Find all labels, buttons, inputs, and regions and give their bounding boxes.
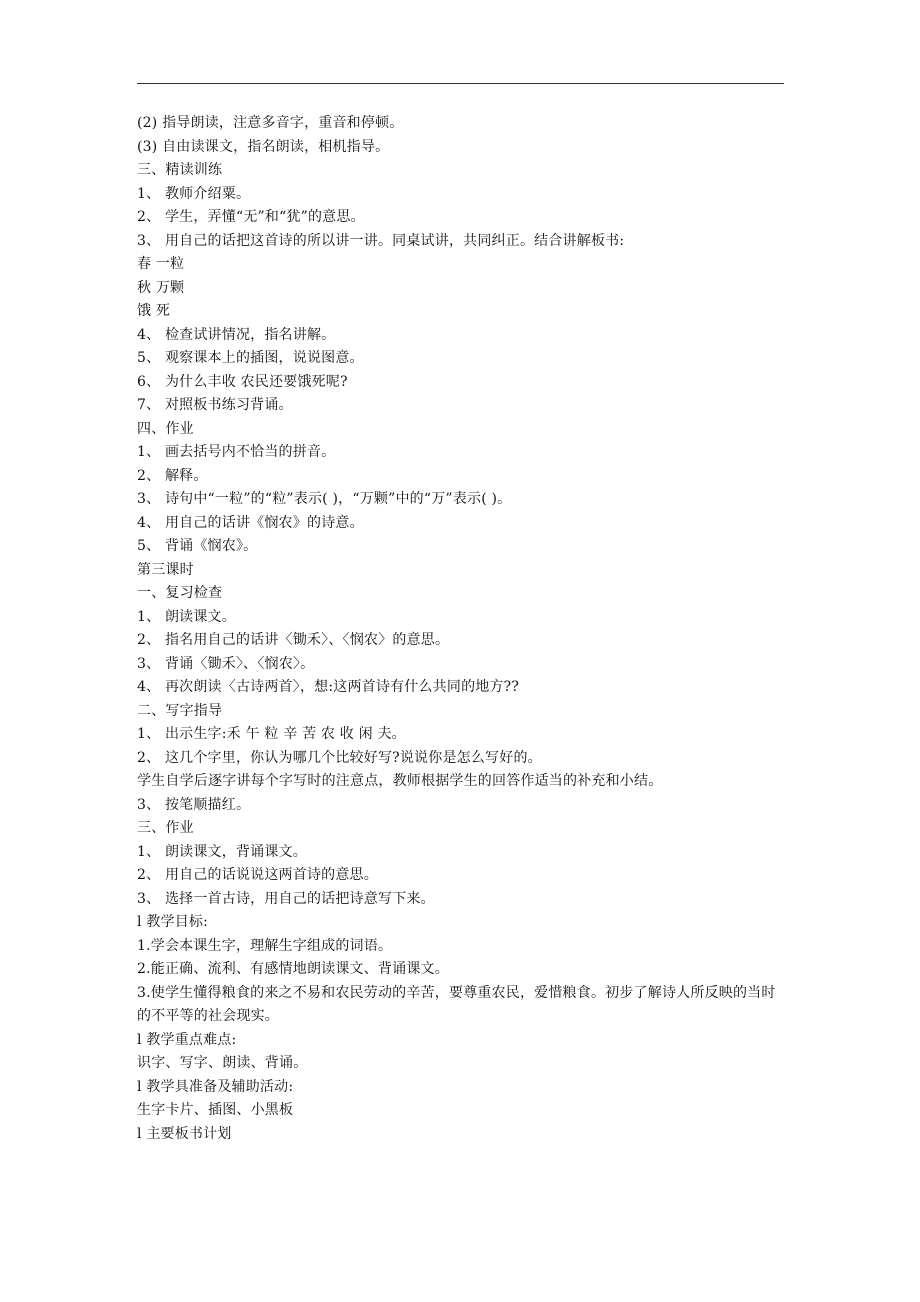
text-line: 2、 指名用自己的话讲〈锄禾〉、〈悯农〉的意思。 xyxy=(137,632,450,648)
text-line: 6、 为什么丰收 农民还要饿死呢? xyxy=(137,373,348,390)
text-line: 1、 画去括号内不恰当的拼音。 xyxy=(137,444,336,460)
bullet-heading: l 教学重点难点: xyxy=(137,1031,237,1048)
text-line: 3、 用自己的话把这首诗的所以讲一讲。同桌试讲，共同纠正。结合讲解板书: xyxy=(137,232,625,249)
text-line: 2、 用自己的话说说这两首诗的意思。 xyxy=(137,867,378,883)
text-line: 1、 朗读课文。 xyxy=(137,608,236,625)
text-line: 学生自学后逐字讲每个字写时的注意点，教师根据学生的回答作适当的补充和小结。 xyxy=(137,773,663,789)
text-line: 3、 按笔顺描红。 xyxy=(137,796,251,813)
text-line: 2、 解释。 xyxy=(137,467,208,484)
section-heading: 二、写字指导 xyxy=(137,702,223,719)
text-line: 识字、写字、朗读、背诵。 xyxy=(137,1055,308,1071)
text-line: 2.能正确、流利、有感情地朗读课文、背诵课文。 xyxy=(137,961,449,977)
board-line: 春 一粒 xyxy=(137,256,185,272)
bullet-heading: l 教学目标: xyxy=(137,914,209,930)
text-line: 3、 背诵〈锄禾〉、〈悯农〉。 xyxy=(137,655,315,672)
document-body xyxy=(137,112,787,1146)
text-line: 2、 这几个字里，你认为哪几个比较好写?说说你是怎么写好的。 xyxy=(137,749,542,766)
lesson-heading: 第三课时 xyxy=(137,561,194,578)
section-heading: 四、作业 xyxy=(137,420,194,437)
text-line: 生字卡片、插图、小黑板 xyxy=(137,1102,294,1118)
text-line: 4、 检查试讲情况，指名讲解。 xyxy=(137,326,336,343)
section-heading: 一、复习检查 xyxy=(137,585,223,601)
board-line: 饿 死 xyxy=(137,303,171,319)
section-heading: 三、作业 xyxy=(137,820,194,836)
text-line: 1、 出示生字:禾 午 粒 辛 苦 农 收 闲 夫。 xyxy=(137,726,406,742)
text-paragraph: 3.使学生懂得粮食的来之不易和农民劳动的辛苦，要尊重农民，爱惜粮食。初步了解诗人所反映的当时的不平等的社会现实。 xyxy=(137,984,776,1024)
section-heading: 三、精读训练 xyxy=(137,162,223,178)
bullet-heading: l 教学具准备及辅助活动: xyxy=(137,1078,294,1095)
bullet-heading: l 主要板书计划 xyxy=(137,1125,232,1142)
text-line: 7、 对照板书练习背诵。 xyxy=(137,397,293,413)
text-line: 5、 背诵《悯农》。 xyxy=(137,538,258,554)
text-line: 1、 教师介绍粟。 xyxy=(137,185,251,202)
text-line: 4、 用自己的话讲《悯农》的诗意。 xyxy=(137,514,364,531)
text-line: (2) 指导朗读，注意多音字，重音和停顿。 xyxy=(137,115,404,131)
header-rule xyxy=(137,83,784,84)
text-line: 3、 选择一首古诗，用自己的话把诗意写下来。 xyxy=(137,890,435,907)
text-line: 5、 观察课本上的插图，说说图意。 xyxy=(137,350,364,366)
text-line: 2、 学生，弄懂“无”和“犹”的意思。 xyxy=(137,209,365,225)
text-line: 3、 诗句中“一粒”的“粒”表示( )，“万颗”中的“万”表示( )。 xyxy=(137,491,512,507)
board-line: 秋 万颗 xyxy=(137,279,185,296)
text-line: 1、 朗读课文，背诵课文。 xyxy=(137,843,307,860)
text-line: (3) 自由读课文，指名朗读，相机指导。 xyxy=(137,138,390,155)
text-line: 4、 再次朗读〈古诗两首〉，想:这两首诗有什么共同的地方?? xyxy=(137,679,520,695)
text-line: 1.学会本课生字，理解生字组成的词语。 xyxy=(137,937,393,954)
